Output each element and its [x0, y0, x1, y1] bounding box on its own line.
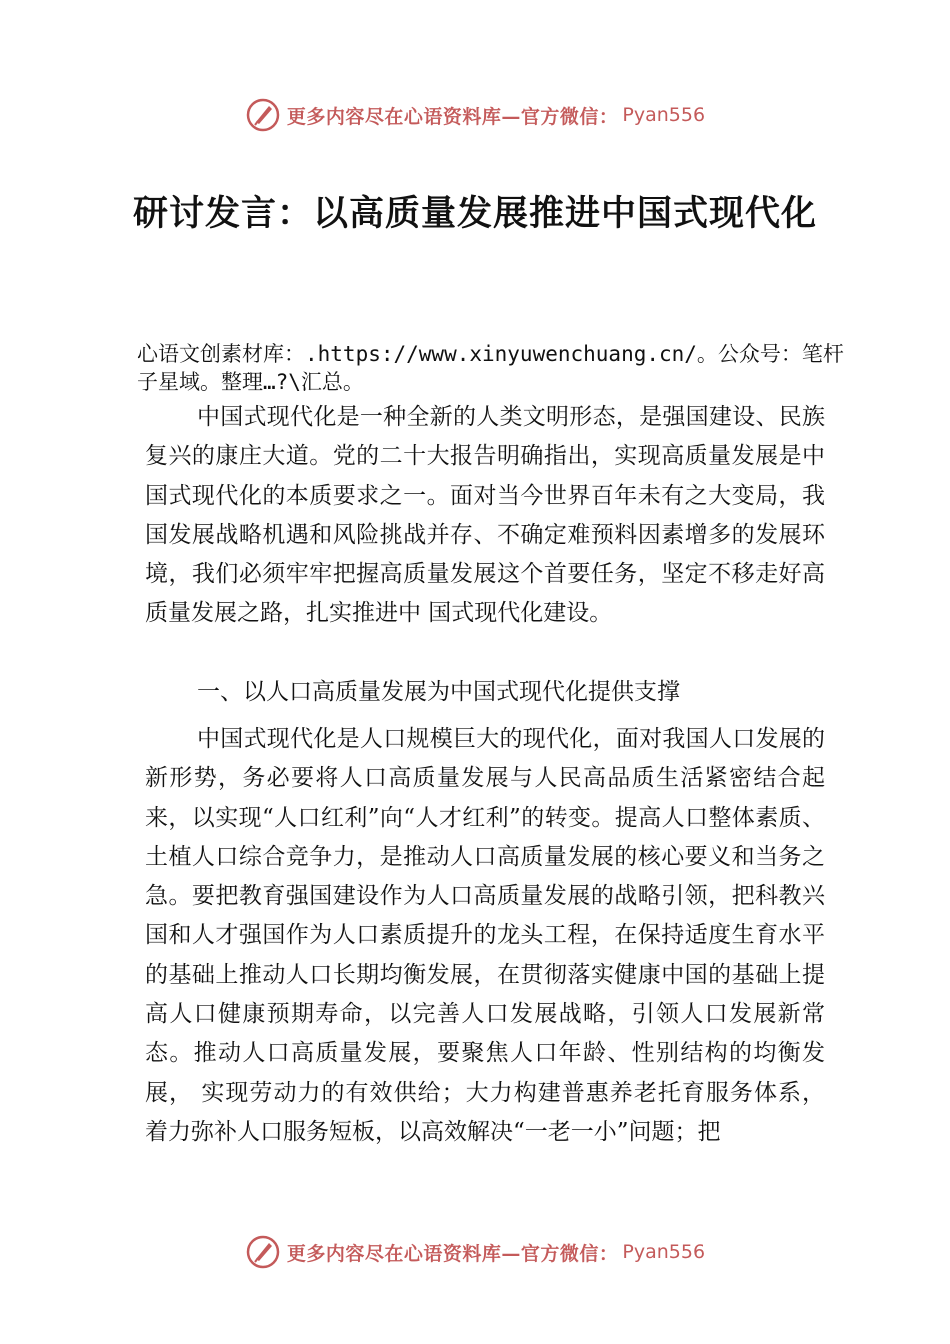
- pen-seal-logo-icon: [245, 97, 281, 133]
- section-heading-1: 一、以人口高质量发展为中国式现代化提供支撑: [197, 679, 680, 705]
- banner-text: 更多内容尽在心语资料库—官方微信：: [286, 105, 619, 128]
- document-title: 研讨发言：以高质量发展推进中国式现代化: [132, 193, 817, 234]
- footer-banner: [0, 1232, 950, 1272]
- paragraph-intro: 中国式现代化是一种全新的人类文明形态，是强国建设、民族复兴的康庄大道。党的二十大报告明确指出，实现高质量发展是中国式现代化的本质要求之一。面对当今世界百年未有之大变局，我国发展战略机遇和风险挑战并存、不确定难预料因素增多的发展环境，我们必须牢牢把握高质量发展这个首要任务，坚定不移走好高质量发展之路，扎实推进中 国式现代化建设。: [145, 404, 825, 627]
- source-line: 心语文创素材库：.https://www.xinyuwenchuang.cn/。公众号：笔杆子星域。整理…?\汇总。: [137, 342, 844, 394]
- banner-text: 更多内容尽在心语资料库—官方微信：: [286, 1242, 619, 1265]
- pen-seal-logo-icon: [245, 1234, 281, 1270]
- paragraph-section-1: 中国式现代化是人口规模巨大的现代化，面对我国人口发展的新形势，务必要将人口高质量发展与人民高品质生活紧密结合起来，以实现“人口红利”向“人才红利”的转变。提高人口整体素质、⼟植人口综合竞争力，是推动人口高质量发展的核心要义和当务之急。要把教育强国建设作为人口高质量发展的战略引领，把科教兴国和人才强国作为人口素质提升的龙头工程，在保持适度生育水平的基础上推动人口长期均衡发展，在贯彻落实健康中国的基础上提高人口健康预期寿命，以完善人口发展战略，引领人口发展新常态。推动人口高质量发展，要聚焦人口年龄、性别结构的均衡发展， 实现劳动力的有效供给；大力构建普惠养老托育服务体系， 着力弥补人口服务短板，以高效解决“一老一小”问题；把: [145, 726, 825, 1145]
- wechat-id: Pyan556: [622, 1241, 706, 1263]
- header-banner: [0, 95, 950, 135]
- wechat-id: Pyan556: [622, 104, 706, 126]
